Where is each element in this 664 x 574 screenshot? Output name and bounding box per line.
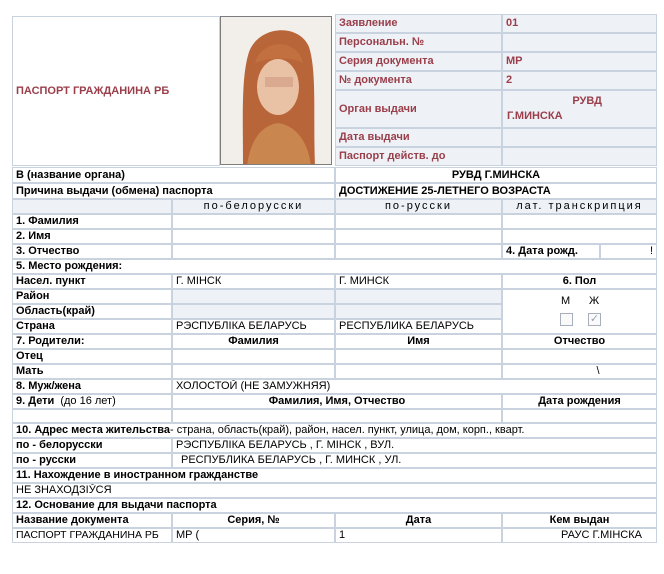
country-label: Страна [12, 319, 172, 334]
children-label-cell [12, 394, 172, 409]
firstname-ru [335, 229, 502, 244]
children-row-blank [12, 409, 172, 423]
birth-date-label: 4. Дата рожд. [502, 244, 600, 259]
foreign-citizenship-label: 11. Нахождение в иностранном гражданстве [12, 468, 657, 483]
firstname-label: 2. Имя [12, 229, 172, 244]
personal-number-value [502, 33, 657, 52]
father-name [335, 349, 502, 364]
firstname-by [172, 229, 335, 244]
patronymic-by [172, 244, 335, 259]
settlement-label: Насел. пункт [12, 274, 172, 289]
sex-male-checkbox[interactable] [560, 313, 573, 326]
application-label: Заявление [335, 14, 502, 33]
document-number-label: № документа [335, 71, 502, 90]
address-hint: - страна, область(край), район, насел. пункт, улица, дом, корп., кварт. [169, 424, 525, 436]
portrait-image [221, 17, 332, 165]
address-by-label: по - белорусски [12, 438, 172, 453]
valid-until-value [502, 147, 657, 166]
valid-until-label: Паспорт действ. до [335, 147, 502, 166]
organ-value: РУВД Г.МИНСКА [335, 167, 657, 183]
issuing-authority-label: Орган выдачи [335, 90, 502, 128]
father-surname [172, 349, 335, 364]
personal-number-label: Персональн. № [335, 33, 502, 52]
document-series-value: МР [502, 52, 657, 71]
issuing-authority-line1: РУВД [572, 95, 602, 107]
lang-header-latin: лат. транскрипция [502, 199, 657, 214]
sex-female-label: Ж [589, 295, 600, 307]
mother-name [335, 364, 502, 379]
parents-col-surname: Фамилия [172, 334, 335, 349]
region-ru [335, 304, 502, 319]
address-ru-value: РЕСПУБЛИКА БЕЛАРУСЬ , Г. МИНСК , УЛ. [172, 453, 657, 468]
address-section [12, 423, 657, 438]
settlement-ru: Г. МИНСК [335, 274, 502, 289]
address-ru-label: по - русски [12, 453, 172, 468]
lang-header-blank [12, 199, 172, 214]
address-label: 10. Адрес места жительства [16, 424, 170, 436]
district-by [172, 289, 335, 304]
country-ru: РЕСПУБЛИКА БЕЛАРУСЬ [335, 319, 502, 334]
district-label: Район [12, 289, 172, 304]
father-label: Отец [12, 349, 172, 364]
children-row-birth [502, 409, 657, 423]
issuing-authority-line2: Г.МИНСКА [507, 110, 563, 122]
application-value: 01 [502, 14, 657, 33]
children-col-fio: Фамилия, Имя, Отчество [172, 394, 502, 409]
address-by-value: РЭСПУБЛІКА БЕЛАРУСЬ , Г. МІНСК , ВУЛ. [172, 438, 657, 453]
basis-row-date: 1 [335, 528, 502, 543]
parents-section-label: 7. Родители: [12, 334, 172, 349]
applicant-photo [220, 16, 332, 165]
mother-surname [172, 364, 335, 379]
reason-value: ДОСТИЖЕНИЕ 25-ЛЕТНЕГО ВОЗРАСТА [335, 183, 657, 199]
country-by: РЭСПУБЛІКА БЕЛАРУСЬ [172, 319, 335, 334]
document-number-value: 2 [502, 71, 657, 90]
check-icon: ✓ [589, 313, 600, 325]
foreign-citizenship-value: НЕ ЗНАХОДЗІЎСЯ [12, 483, 657, 498]
spouse-value: ХОЛОСТОЙ (НЕ ЗАМУЖНЯЯ) [172, 379, 657, 394]
issuing-authority-value [502, 90, 657, 128]
children-col-birth: Дата рождения [502, 394, 657, 409]
spouse-label: 8. Муж/жена [12, 379, 172, 394]
region-label: Область(край) [12, 304, 172, 319]
settlement-by: Г. МІНСК [172, 274, 335, 289]
mother-label: Мать [12, 364, 172, 379]
region-by [172, 304, 335, 319]
basis-section-label: 12. Основание для выдачи паспорта [12, 498, 657, 513]
patronymic-ru [335, 244, 502, 259]
basis-row-series: МР ( [172, 528, 335, 543]
firstname-lat [502, 229, 657, 244]
patronymic-label: 3. Отчество [12, 244, 172, 259]
children-row-fio [172, 409, 502, 423]
issue-date-value [502, 128, 657, 147]
father-patronymic [502, 349, 657, 364]
basis-col-date: Дата [335, 513, 502, 528]
sex-label: 6. Пол [502, 274, 657, 289]
children-label: 9. Дети [16, 395, 55, 407]
birth-date-value: ! [600, 244, 657, 259]
reason-label: Причина выдачи (обмена) паспорта [12, 183, 335, 199]
district-ru [335, 289, 502, 304]
parents-col-name: Имя [335, 334, 502, 349]
basis-row-issuer: РАУС Г.МІНСКА [502, 528, 657, 543]
surname-ru [335, 214, 502, 229]
basis-col-issuer: Кем выдан [502, 513, 657, 528]
lang-header-belarusian: по-белорусски [172, 199, 335, 214]
children-note: (до 16 лет) [60, 395, 116, 407]
basis-col-series: Серия, № [172, 513, 335, 528]
parents-col-patronymic: Отчество [502, 334, 657, 349]
basis-col-doc: Название документа [12, 513, 172, 528]
sex-male-label: М [561, 295, 571, 307]
organ-label: В (название органа) [12, 167, 335, 183]
document-series-label: Серия документа [335, 52, 502, 71]
document-title: ПАСПОРТ ГРАЖДАНИНА РБ [12, 16, 220, 166]
surname-by [172, 214, 335, 229]
sex-female-checkbox[interactable] [588, 313, 601, 326]
lang-header-russian: по-русски [335, 199, 502, 214]
birthplace-section-label: 5. Место рождения: [12, 259, 657, 274]
issue-date-label: Дата выдачи [335, 128, 502, 147]
sex-selector [502, 289, 657, 334]
surname-lat [502, 214, 657, 229]
surname-label: 1. Фамилия [12, 214, 172, 229]
mother-patronymic: \ [502, 364, 657, 379]
basis-row-doc: ПАСПОРТ ГРАЖДАНИНА РБ [12, 528, 172, 543]
